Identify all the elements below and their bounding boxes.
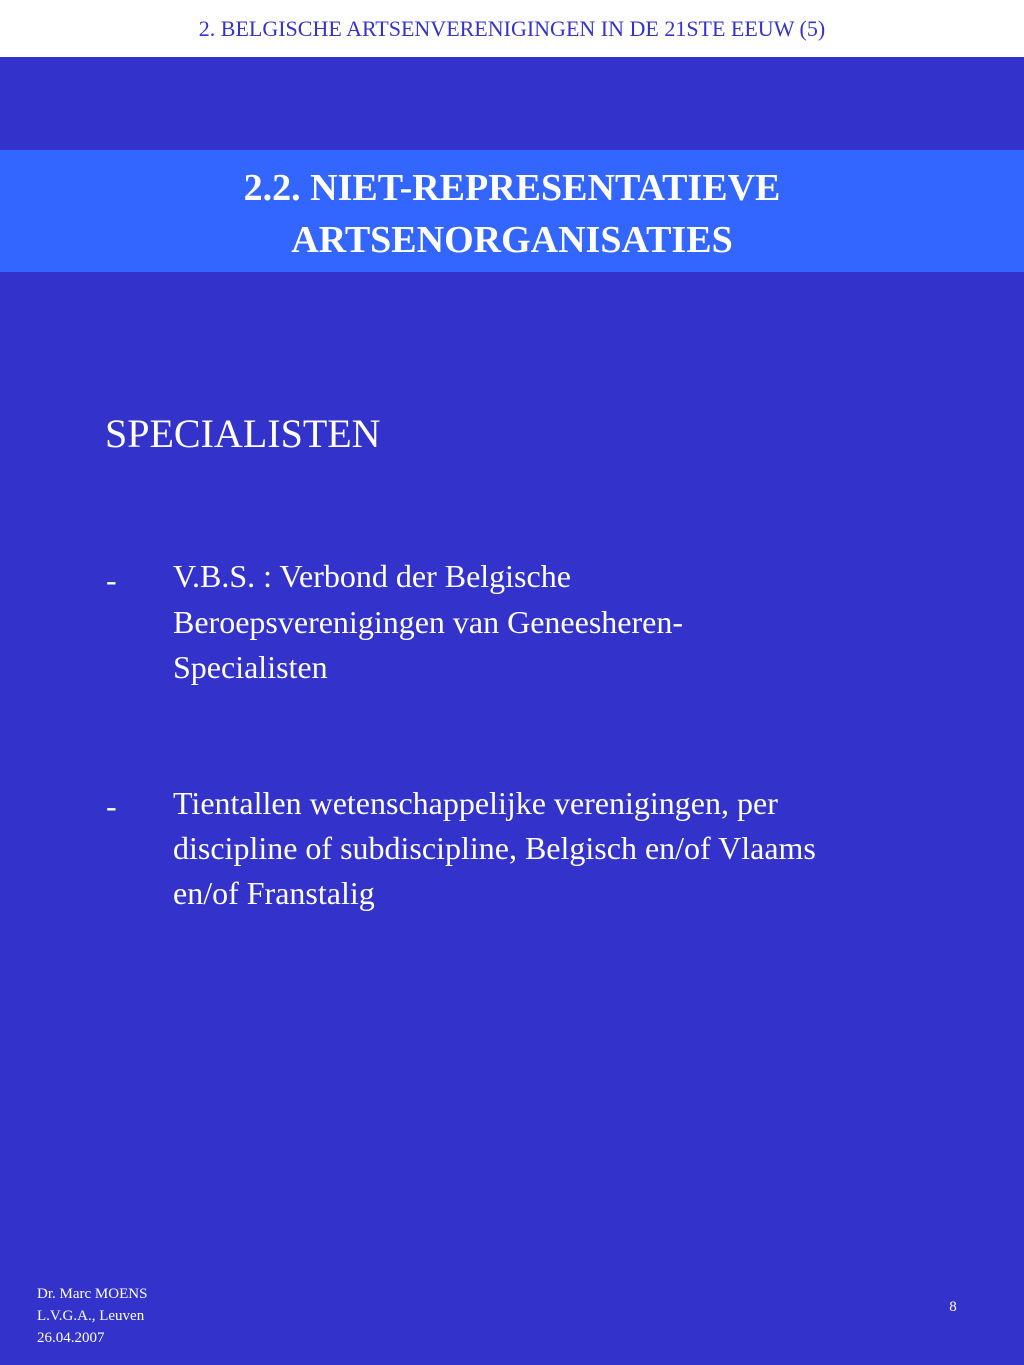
bullet-2-line-2: discipline of subdiscipline, Belgisch en/of Vlaams: [173, 830, 816, 866]
bullet-marker: -: [106, 788, 117, 824]
footer-date: 26.04.2007: [37, 1330, 105, 1346]
bullet-marker: -: [106, 562, 117, 598]
slide-title-line-2: ARTSENORGANISATIES: [291, 219, 733, 261]
bullet-2-line-3: en/of Franstalig: [173, 875, 375, 911]
page-number: 8: [949, 1299, 957, 1315]
slide-title-line-1: 2.2. NIET-REPRESENTATIEVE: [243, 167, 781, 209]
footer-author: Dr. Marc MOENS: [37, 1286, 148, 1302]
footer-venue: L.V.G.A., Leuven: [37, 1308, 145, 1324]
bullet-2-line-1: Tientallen wetenschappelijke verenigingen, per: [173, 785, 778, 821]
bullet-1-line-3: Specialisten: [173, 649, 328, 685]
slide-header-title: 2. BELGISCHE ARTSENVERENIGINGEN IN DE 21STE EEUW (5): [198, 16, 826, 41]
section-heading: SPECIALISTEN: [105, 411, 381, 456]
bullet-1-line-1: V.B.S. : Verbond der Belgische: [173, 558, 571, 594]
bullet-1-line-2: Beroepsverenigingen van Geneesheren-: [173, 604, 683, 640]
